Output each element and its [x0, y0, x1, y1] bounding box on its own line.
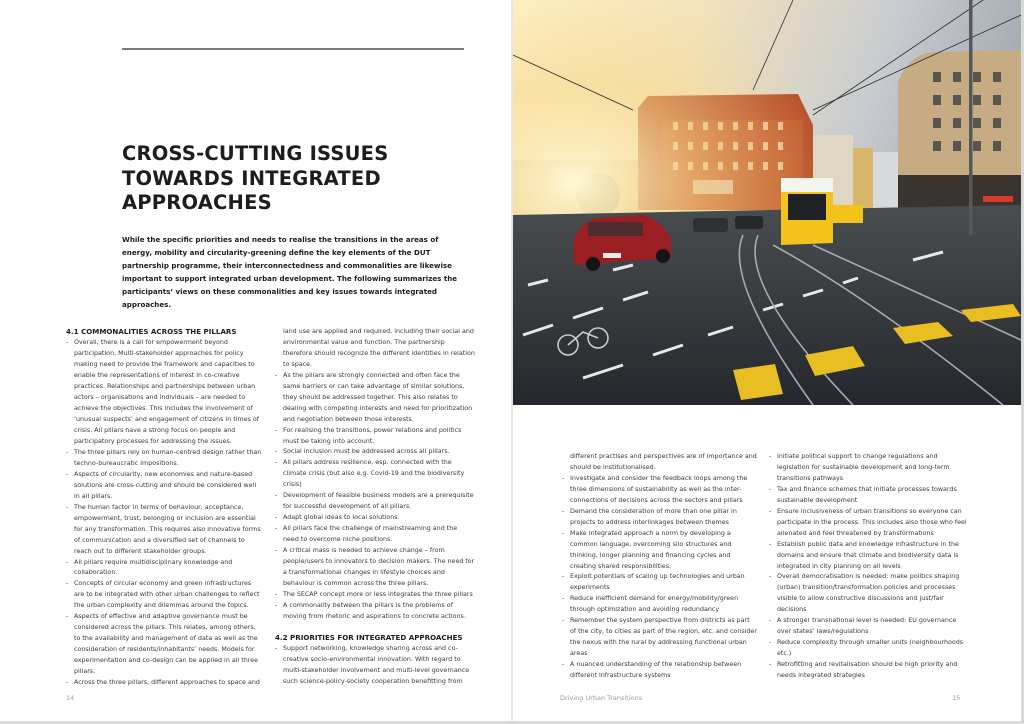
- list-item: - The three pillars rely on human-centred design rather than techno-bureaucratic impositions.: [66, 448, 262, 470]
- list-item: - Exploit potentials of scaling up technologies and urban experiments: [562, 572, 757, 594]
- page-title: CROSS-CUTTING ISSUES TOWARDS INTEGRATED APPROACHES: [122, 142, 389, 214]
- list-item: - Ensure inclusiveness of urban transitions so everyone can participate in the process. This includes also those who feel alienated and feel threatened by transformations: [769, 507, 969, 540]
- list-item: - Initiate political support to change regulations and legislation for sustainable development and long-term transitions pathways: [769, 452, 969, 485]
- list-item: - The human factor in terms of behaviour, acceptance, empowerment, trust, belonging or inclusion are essential for any transformation. This requires also innovative forms of communication and a diversified set of channels to reach out to different stakeholder groups.: [66, 503, 262, 558]
- list-item: - A critical mass is needed to achieve change – from people/users to innovators to decision makers. The need for a transformational changes in lifestyle choices and behaviour is common across the three pillars.: [275, 546, 475, 590]
- list-item: - Remember the system perspective from districts as part of the city, to cities as part of the region, etc. and consider the nexus with the rural by addressing functional urban areas: [562, 616, 757, 660]
- page-number-left: 14: [66, 694, 75, 702]
- list-item: - For realising the transitions, power relations and politics must be taking into account.: [275, 426, 475, 448]
- list-item: - As the pillars are strongly connected and often face the same barriers or can take advantage of similar solutions, they should be addressed together. This also relates to dealing with competing interests and need for prioritization and negotiation between those interests.: [275, 371, 475, 426]
- intro-paragraph: While the specific priorities and needs to realise the transitions in the areas of energy, mobility and circularity-greening define the key elements of the DUT partnership programme, their interconnectedness and commonalities are likewise important to support integrated urban development. The following summarizes the participants’ views on these commonalities and key issues towards integrated approaches.: [122, 235, 458, 310]
- list-item: - Overall, there is a call for empowerment beyond participation. Multi-stakeholder approaches for policy making need to provide the framework and capacities to enable the representations of interest in co-creative practices. Relationships and partnerships between urban actors – organisations and individuals – are needed to achieve the objectives. This includes the involvement of ‘unusual suspects’ and engagement of citizens in times of crisis. All pillars have a strong focus on people and participatory processes for addressing the issues.: [66, 338, 262, 448]
- list-item: - Social inclusion must be addressed across all pillars.: [275, 447, 475, 458]
- list-item: - Make integrated approach a norm by developing a common language, overcoming silo structures and thinking, longer planning and financing cycles and creating shared responsibilities.: [562, 529, 757, 573]
- section-heading-priorities: 4.2 PRIORITIES FOR INTEGRATED APPROACHES: [275, 632, 463, 642]
- list-item: - All pillars address resilience, esp. connected with the climate crisis (but also e.g. Covid-19 and the biodiversity crisis): [275, 458, 475, 491]
- text-column-2: [275, 327, 475, 688]
- list-item: - Concepts of circular economy and green infrastructures are to be integrated with other urban challenges to reflect the urban complexity and dilemmas around the topics.: [66, 579, 262, 612]
- list-item-continuation: different practises and perspectives are of importance and should be institutionalised.: [570, 453, 757, 471]
- page-number-right: 15: [952, 694, 961, 702]
- priorities-list-continued: [562, 474, 757, 682]
- city-street-tram-photo: [513, 0, 1021, 405]
- list-item: - Across the three pillars, different approaches to space and: [66, 678, 262, 689]
- list-item: - Aspects of effective and adaptive governance must be considered across the pillars. This relates, among others, to the availability and management of data as well as the consideration of residents/inhabitants’ needs. Models for experimentation and co-design can be applied in all three pillars.: [66, 612, 262, 678]
- list-item: - Reduce complexity through smaller units (neighbourhoods etc.): [769, 638, 969, 660]
- list-item: - A nuanced understanding of the relationship between different infrastructure systems: [562, 660, 757, 682]
- list-item: - The SECAP concept more or less integrates the three pillars: [275, 590, 475, 601]
- list-item: - All pillars face the challenge of mainstreaming and the need to overcome niche positions.: [275, 524, 475, 546]
- list-item: - Demand the consideration of more than one pillar in projects to address interlinkages between themes: [562, 507, 757, 529]
- list-item: - A commonality between the pillars is the problems of moving from rhetoric and aspirations to concrete actions.: [275, 601, 475, 623]
- list-item: - Adapt global ideas to local solutions.: [275, 513, 475, 524]
- priorities-list: [275, 644, 475, 688]
- priorities-list-continued-2: [769, 452, 969, 682]
- list-item: - Reduce inefficient demand for energy/mobility/green through optimization and avoiding redundancy: [562, 594, 757, 616]
- commonalities-list: [66, 338, 262, 689]
- top-rule-divider: [122, 48, 464, 50]
- list-item: - Retrofitting and revitalisation should be high priority and needs integrated strategies: [769, 660, 969, 682]
- list-item: - Support networking, knowledge sharing across and co-creative socio-environmental innovation. With regard to multi-stakeholder involvement and multi-level governance such science-policy-society cooperation benefitting from: [275, 644, 475, 688]
- list-item-continuation: land use are applied and required, including their social and environmental value and function. The partnership therefore should recognize the different identities in relation to space.: [283, 328, 475, 368]
- text-column-4: [769, 452, 969, 682]
- list-item: - Tax and finance schemes that initiate processes towards sustainable development: [769, 485, 969, 507]
- text-column-1: [66, 327, 262, 689]
- list-item: - Development of feasible business models are a prerequisite for successful development of all pillars.: [275, 491, 475, 513]
- running-footer: Driving Urban Transitions: [560, 694, 642, 702]
- section-heading-commonalities: 4.1 COMMONALITIES ACROSS THE PILLARS: [66, 327, 237, 336]
- left-page: [0, 0, 511, 721]
- list-item: - Establish public data and knowledge infrastructure in the domains and ensure that climate and biodiversity data is integrated in city planning on all levels: [769, 540, 969, 573]
- text-column-3: [562, 452, 757, 682]
- list-item: - A stronger transnational level is needed: EU governance over states’ laws/regulations: [769, 616, 969, 638]
- list-item: - Aspects of circularity, new economies and nature-based solutions are cross-cutting and should be considered well in all pillars.: [66, 470, 262, 503]
- commonalities-list-continued: [275, 371, 475, 623]
- list-item: - Investigate and consider the feedback loops among the three dimensions of sustainability as well as the inter-connections of decisions across the sectors and pillars: [562, 474, 757, 507]
- list-item: - Overall democratisation is needed: make politics shaping (urban) transition/transformation policies and processes visible to allow constructive discussions and just/fair decisions: [769, 572, 969, 616]
- list-item: - All pillars require multidisciplinary knowledge and collaboration.: [66, 558, 262, 580]
